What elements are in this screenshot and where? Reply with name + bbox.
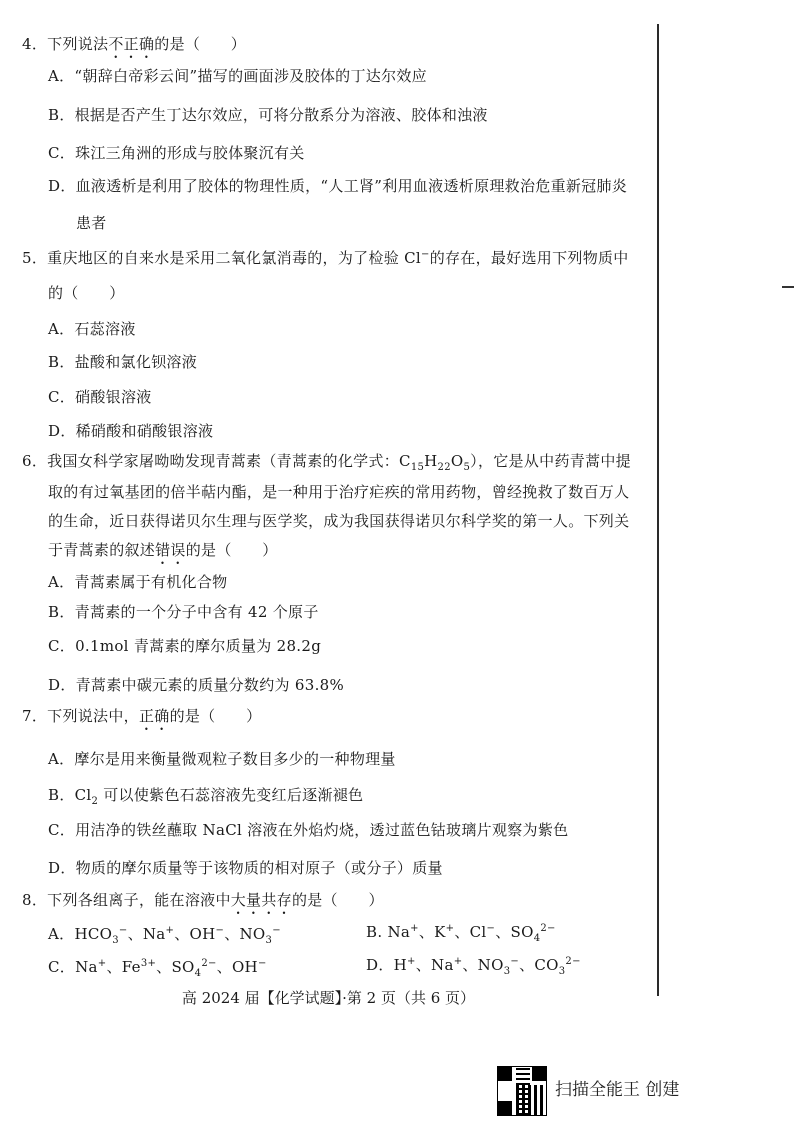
q6-option-b: B．青蒿素的一个分子中含有 42 个原子 <box>48 603 319 621</box>
q4-option-d-line2: 患者 <box>76 214 107 232</box>
column-divider <box>657 24 659 996</box>
q5-stem-line2: 的（ ） <box>48 284 125 302</box>
q4-option-d-line1: D．血液透析是利用了胶体的物理性质，“人工肾”利用血液透析原理救治危重新冠肺炎 <box>48 177 628 195</box>
margin-mark <box>782 286 794 288</box>
q7-option-b: B．$Cl_2$ 可以使紫色石蕊溶液先变红后逐渐褪色 <box>48 786 364 807</box>
q6-stem-line3: 的生命，近日获得诺贝尔生理与医学奖，成为我国获得诺贝尔科学奖的第一人。下列关 <box>48 512 630 530</box>
q5-option-b: B．盐酸和氯化钡溶液 <box>48 353 198 371</box>
q6-stem-line1: 6．我国女科学家屠呦呦发现青蒿素（青蒿素的化学式：$C_{15}H_{22}O_5$），它是从中药青蒿中提 <box>22 452 631 473</box>
q8-option-a: A．$HCO_3^-$、Na+、OH−、$NO_3^-$ <box>48 925 281 946</box>
scanner-watermark: 扫描全能王 创建 <box>555 1080 680 1100</box>
q4-stem: 4．下列说法不正确的是（ ） <box>22 35 247 53</box>
q8-stem: 8．下列各组离子，能在溶液中大量共存的是（ ） <box>22 891 384 909</box>
q7-option-a: A．摩尔是用来衡量微观粒子数目多少的一种物理量 <box>48 750 396 768</box>
q5-option-d: D．稀硝酸和硝酸银溶液 <box>48 422 214 440</box>
q4-option-b: B．根据是否产生丁达尔效应，可将分散系分为溶液、胶体和浊液 <box>48 106 488 124</box>
q6-option-a: A．青蒿素属于有机化合物 <box>48 573 228 591</box>
q6-stem-line4: 于青蒿素的叙述错误的是（ ） <box>48 541 278 559</box>
q8-option-c: C．Na+、$Fe^{3+}$、$SO_4^{2-}$、OH− <box>48 958 267 979</box>
qr-code-icon <box>497 1066 547 1116</box>
q8-option-b: B. Na+、K+、Cl−、$SO_4^{2-}$ <box>366 923 556 944</box>
q4-option-a: A．“朝辞白帝彩云间”描写的画面涉及胶体的丁达尔效应 <box>48 67 427 85</box>
q6-option-c: C．0.1mol 青蒿素的摩尔质量为 28.2g <box>48 637 322 655</box>
q8-option-d: D．H+、Na+、$NO_3^-$、$CO_3^{2-}$ <box>366 956 581 977</box>
q7-option-d: D．物质的摩尔质量等于该物质的相对原子（或分子）质量 <box>48 859 443 877</box>
q6-option-d: D．青蒿素中碳元素的质量分数约为 63.8% <box>48 676 345 694</box>
page-footer: 高 2024 届【化学试题】·第 2 页（共 6 页） <box>181 989 476 1007</box>
q5-option-a: A．石蕊溶液 <box>48 320 136 338</box>
q5-stem-line1: 5．重庆地区的自来水是采用二氧化氯消毒的，为了检验 Cl−的存在，最好选用下列物质中 <box>22 249 629 267</box>
q7-stem: 7．下列说法中，正确的是（ ） <box>22 707 262 725</box>
q7-option-c: C．用洁净的铁丝蘸取 NaCl 溶液在外焰灼烧，透过蓝色钴玻璃片观察为紫色 <box>48 821 569 839</box>
q5-option-c: C．硝酸银溶液 <box>48 388 152 406</box>
q4-option-c: C．珠江三角洲的形成与胶体聚沉有关 <box>48 144 305 162</box>
q6-stem-line2: 取的有过氧基团的倍半萜内酯，是一种用于治疗疟疾的常用药物，曾经挽救了数百万人 <box>48 483 630 501</box>
